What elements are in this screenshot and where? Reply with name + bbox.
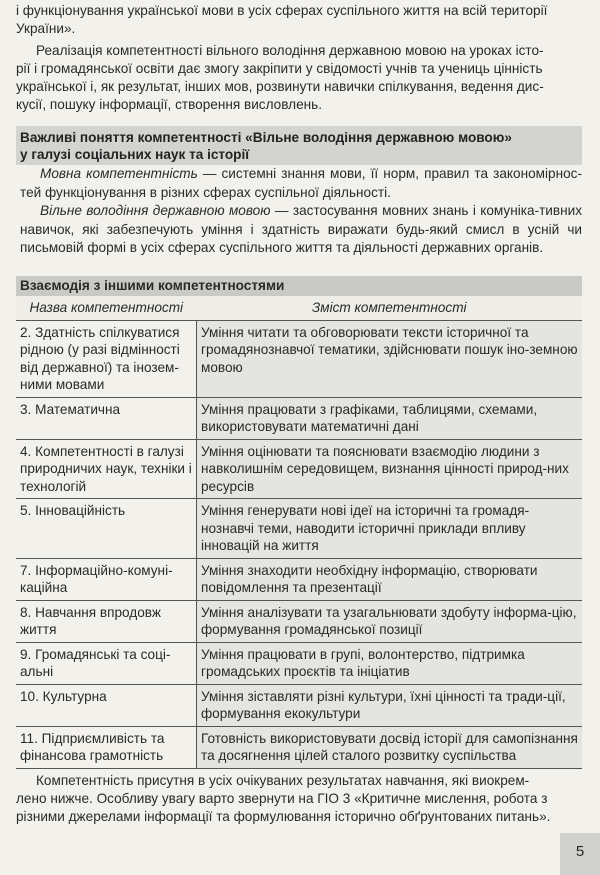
competence-paragraph <box>16 42 582 114</box>
text-line: різними джерелами інформації та формулювання історично обґрунтованих питань». <box>16 809 551 824</box>
competence-name: 9. Громадянські та соці-альні <box>16 642 197 684</box>
concept-term: Мовна компетентність <box>40 166 198 181</box>
competence-content: Уміння знаходити необхідну інформацію, створювати повідомлення та презентації <box>197 558 583 600</box>
competence-content: Готовність використовувати досвід історії для самопізнання та досягнення цілей сталого розвитку суспільства <box>197 726 583 768</box>
competence-table <box>16 296 582 769</box>
text-line: лено нижче. Особливу увагу варто звернути на ГІО 3 «Критичне мислення, робота з <box>16 791 548 806</box>
table-row <box>16 397 582 439</box>
competence-content: Уміння працювати з графіками, таблицями, схемами, використовувати математичні дані <box>197 397 583 439</box>
closing-paragraph <box>16 772 582 826</box>
table-row <box>16 726 582 768</box>
header-name: Назва компетентності <box>16 296 197 320</box>
intro-paragraph <box>16 2 582 38</box>
competence-content: Уміння оцінювати та пояснювати взаємодію людини з навколишнім середовищем, визнання цінності природ-них ресурсів <box>197 439 583 499</box>
concept-text: — застосування мовних знань і комуніка-тивних навичок, які забезпечують уміння і здатність виражати будь-який смисл в усній чи письмовій формі в усіх сферах суспільного життя та діяльності державних органів. <box>20 203 583 255</box>
text-line: і функціонування української мови в усіх сферах суспільного життя на всій території <box>16 3 548 18</box>
competence-content: Уміння генерувати нові ідеї на історичні та громадя-нознавчі теми, наводити історичні приклади впливу інновацій на життя <box>197 499 583 559</box>
competence-name: 3. Математична <box>16 397 197 439</box>
text-line: української і, як результат, інших мов, розвинути навички спілкування, ведення дис- <box>16 79 544 94</box>
concepts-title <box>16 126 582 165</box>
concepts-title-line: Важливі поняття компетентності «Вільне володіння державною мовою» <box>20 130 512 145</box>
text-line: кусії, пошуку інформації, створення висловлень. <box>16 97 323 112</box>
table-header-row <box>16 296 582 320</box>
concept-definition <box>20 165 582 202</box>
table-row <box>16 558 582 600</box>
concept-text: — системні знання мови, її норм, правил та закономірнос-тей функціонування в різних сферах суспільної діяльності. <box>20 166 582 200</box>
competence-content: Уміння працювати в групі, волонтерство, підтримка громадських проєктів та ініціатив <box>197 642 583 684</box>
competence-name: 11. Підприємливість та фінансова грамотність <box>16 726 197 768</box>
table-row <box>16 439 582 499</box>
header-content: Зміст компетентності <box>197 296 583 320</box>
competence-content: Уміння аналізувати та узагальнювати здобуту інформа-цію, формування громадянської позиції <box>197 600 583 642</box>
text-line: Компетентність присутня в усіх очікуваних результатах навчання, які виокрем- <box>36 773 530 788</box>
text-line: України». <box>16 21 76 36</box>
table-row <box>16 642 582 684</box>
table-row <box>16 600 582 642</box>
concepts-body <box>16 165 582 258</box>
concept-term: Вільне володіння державною мовою <box>40 203 271 218</box>
concepts-box <box>16 126 582 258</box>
competence-content: Уміння зіставляти різні культури, їхні цінності та тради-ції, формування екокультури <box>197 684 583 726</box>
competence-name: 2. Здатність спілкуватися рідною (у разі відмінності від державної) та інозем-ними мовами <box>16 320 197 397</box>
competence-name: 4. Компетентності в галузі природничих наук, техніки і технологій <box>16 439 197 499</box>
competence-name: 10. Культурна <box>16 684 197 726</box>
competence-content: Уміння читати та обговорювати тексти історичної та громадянознавчої тематики, здійснювати пошук іно-земною мовою <box>197 320 583 397</box>
competence-name: 8. Навчання впродовж життя <box>16 600 197 642</box>
text-line: рії і громадянської освіти дає змогу закріпити у свідомості учнів та учениць цінність <box>16 61 543 76</box>
table-row <box>16 320 582 397</box>
text-line: Реалізація компетентності вільного володіння державною мовою на уроках істо- <box>36 43 544 58</box>
competence-name: 7. Інформаційно-комуні-каційна <box>16 558 197 600</box>
table-row <box>16 499 582 559</box>
table-row <box>16 684 582 726</box>
competence-name: 5. Інноваційність <box>16 499 197 559</box>
interaction-title: Взаємодія з іншими компетентностями <box>16 276 582 296</box>
concept-definition <box>20 202 582 258</box>
concepts-title-line: у галузі соціальних наук та історії <box>20 147 250 162</box>
page-number: 5 <box>560 833 600 875</box>
